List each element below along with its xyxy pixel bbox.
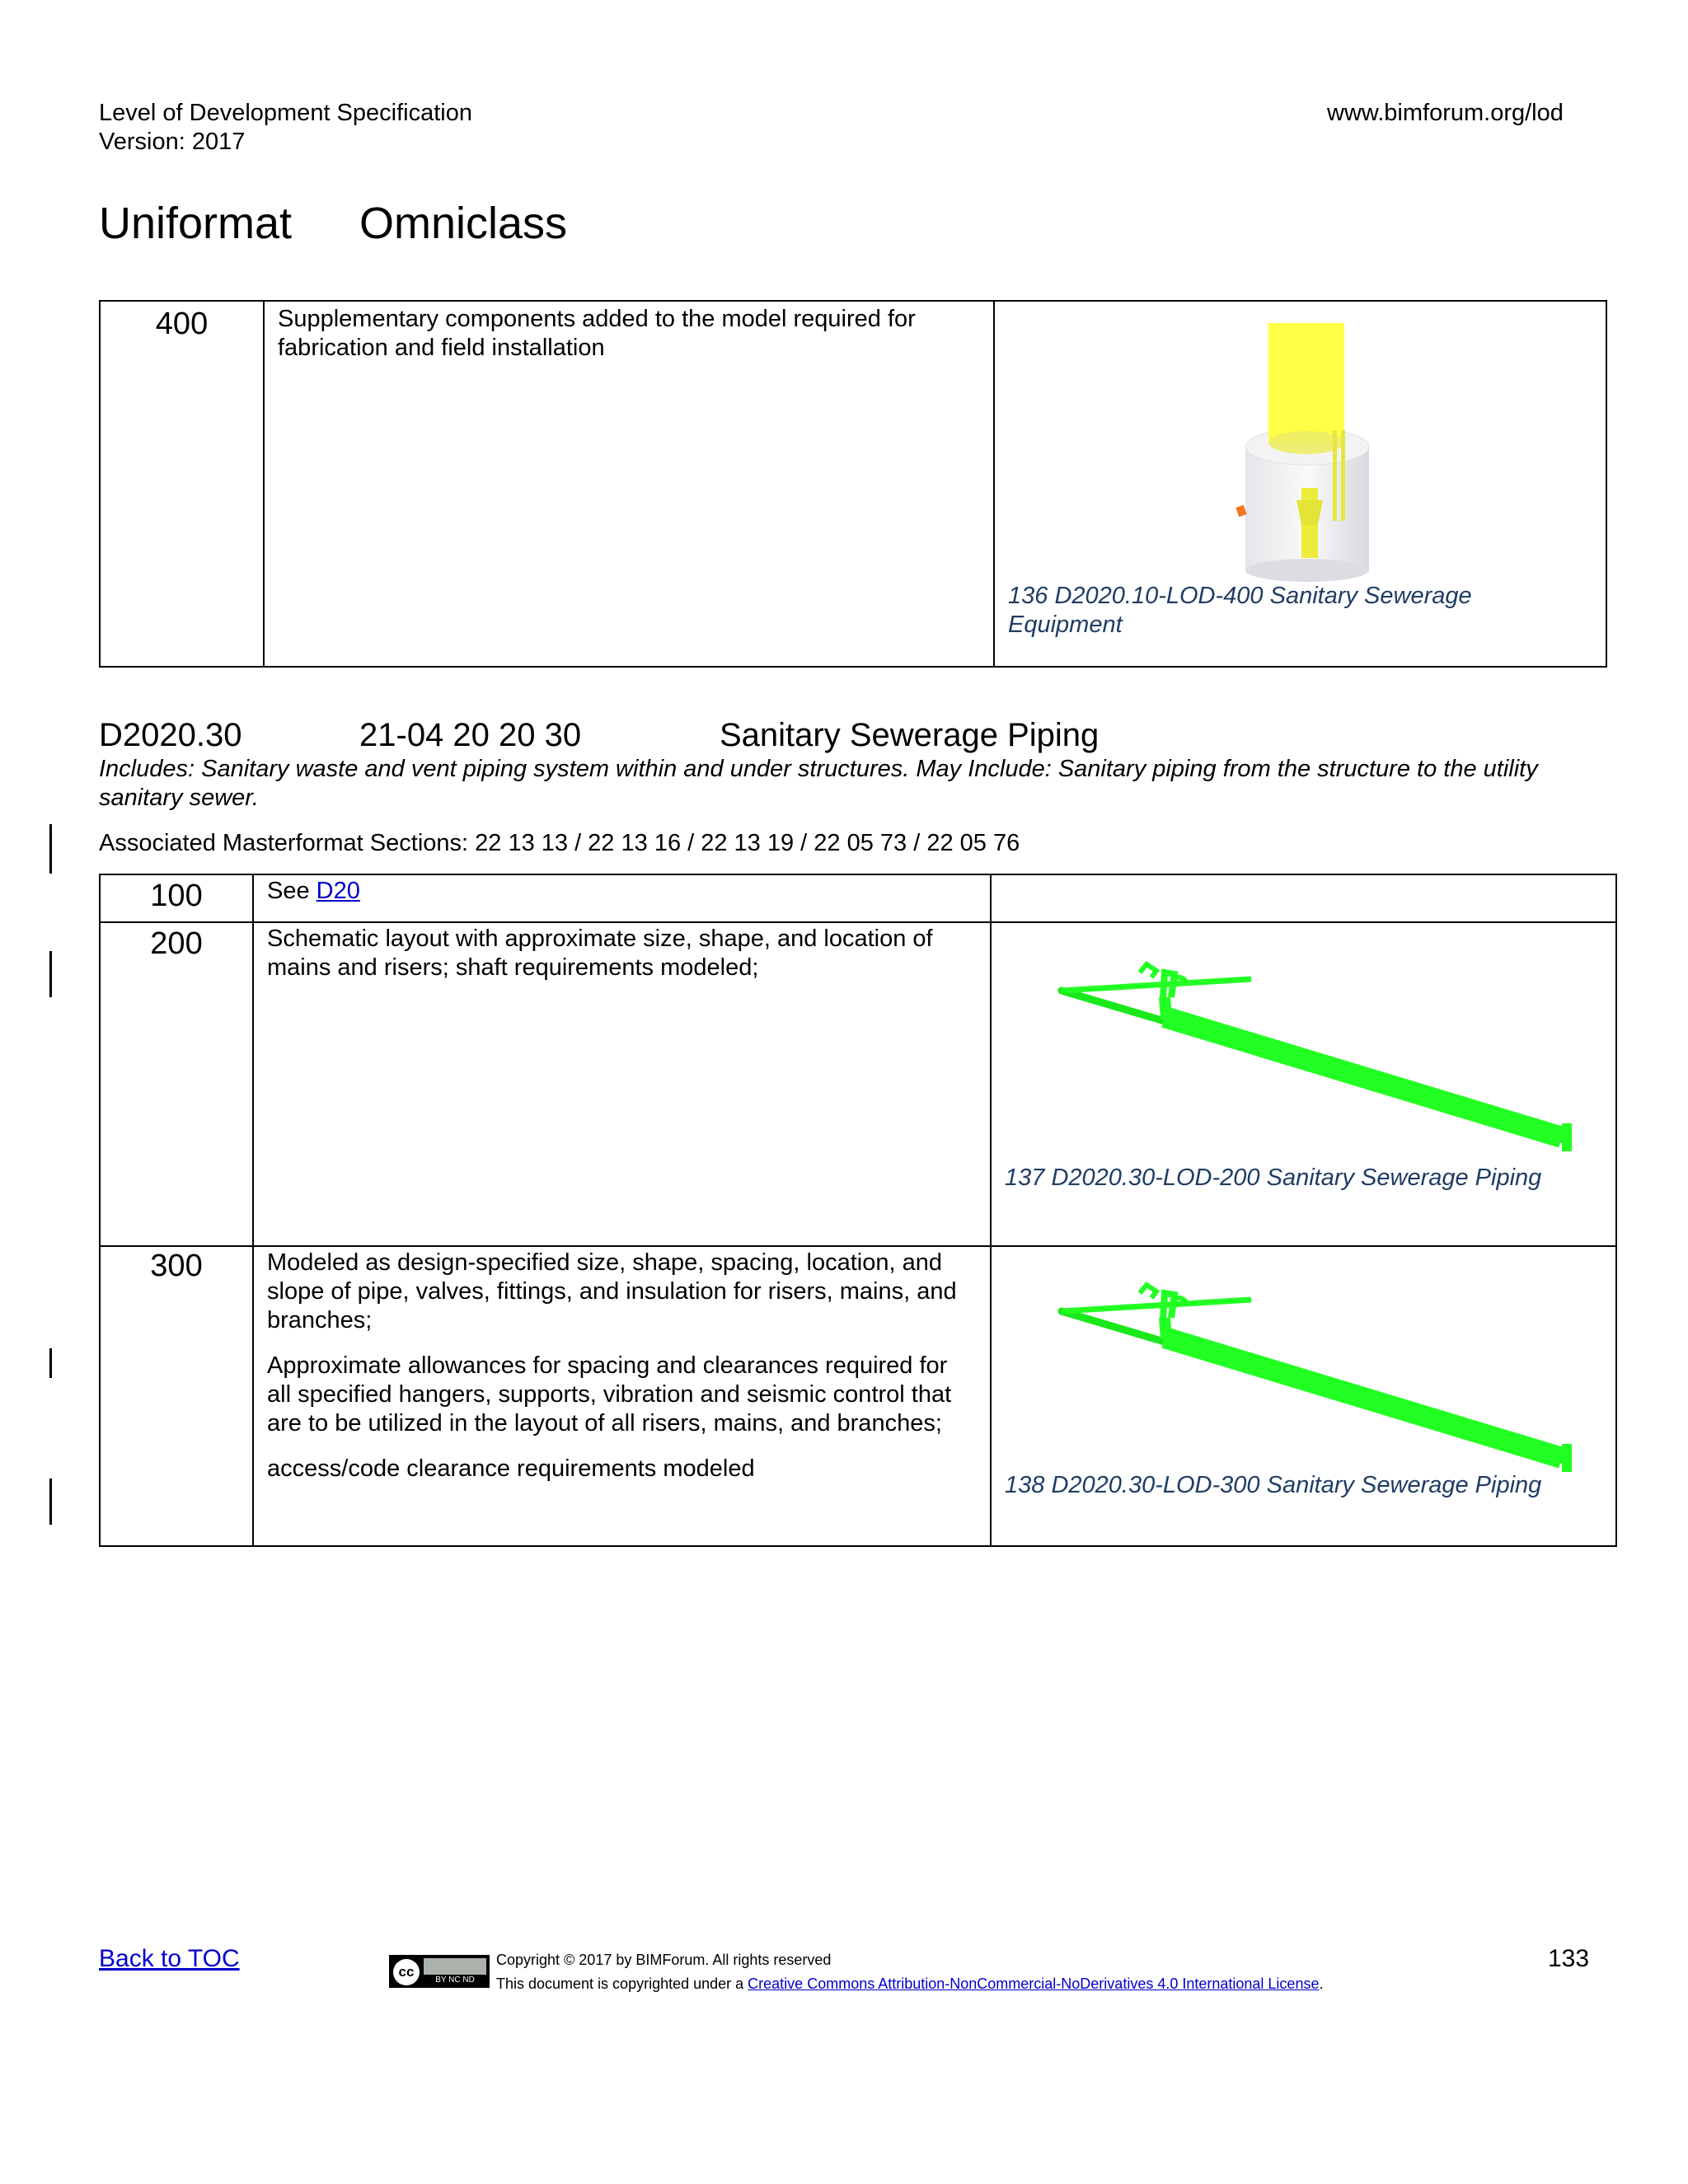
cc-terms-icon [424,1958,486,1975]
lod-description: Supplementary components added to the model required for fabrication and field installation [278,306,916,361]
lod-cell [100,874,253,922]
d20-link[interactable]: D20 [316,878,360,904]
figure-caption: 138 D2020.30-LOD-300 Sanitary Sewerage Piping [1005,1472,1542,1498]
table-row [100,301,1606,667]
image-cell [991,922,1616,1246]
change-bar [49,951,52,997]
sanitary-piping-lod200-image [1057,948,1585,1154]
description-paragraph: Approximate allowances for spacing and clearances required for all specified hangers, supports, vibration and seismic control that are to be utilized in the layout of all risers, mains, and branches; [267,1352,952,1436]
masterformat-sections: Associated Masterformat Sections: 22 13 13 / 22 13 16 / 22 13 19 / 22 05 73 / 22 05 76 [99,830,1020,856]
heading-omniclass: Omniclass [359,199,568,248]
image-cell [994,301,1606,667]
license-prefix: This document is copyrighted under a [496,1975,748,1992]
doc-title: Level of Development Specification [99,100,472,126]
lod-description [254,1247,990,1485]
description-cell [253,1246,991,1546]
description-cell [253,874,991,922]
change-bar [49,824,52,874]
lod-description: Schematic layout with approximate size, shape, and location of mains and risers; shaft requirements modeled; [267,926,933,981]
figure-caption: 136 D2020.10-LOD-400 Sanitary Sewerage Equipment [1008,583,1472,638]
lod-value: 300 [150,1249,203,1283]
description-cell [264,301,994,667]
figure-caption: 137 D2020.30-LOD-200 Sanitary Sewerage Piping [1005,1165,1542,1191]
copyright-text: Copyright © 2017 by BIMForum. All rights reserved [496,1952,832,1968]
license-link[interactable]: Creative Commons Attribution-NonCommercial-NoDerivatives 4.0 International License [748,1975,1320,1992]
section-uniformat-code: D2020.30 [99,717,242,753]
lod-description [254,875,990,907]
section-omniclass-code: 21-04 20 20 30 [359,717,582,753]
heading-uniformat: Uniformat [99,199,293,248]
sewerage-equipment-image [1226,323,1390,587]
change-bar [49,1479,52,1525]
description-paragraph: Modeled as design-specified size, shape, spacing, location, and slope of pipe, valves, fittings, and insulation for risers, mains, and branches; [267,1249,957,1333]
sanitary-piping-lod300-image [1057,1268,1585,1474]
license-suffix: . [1319,1975,1324,1992]
lod-value: 100 [150,879,203,913]
back-to-toc-link[interactable]: Back to TOC [99,1945,240,1972]
table-row [100,922,1616,1246]
doc-version: Version: 2017 [99,129,246,155]
lod-table-equipment [99,300,1607,668]
page-number: 133 [1548,1945,1590,1972]
doc-url: www.bimforum.org/lod [1327,100,1564,126]
lod-value: 200 [150,926,203,961]
cc-license-badge-icon[interactable] [389,1955,490,1988]
see-label: See [267,878,316,904]
lod-cell [100,1246,253,1546]
lod-cell [100,922,253,1246]
lod-value: 400 [155,307,209,341]
image-cell [991,874,1616,922]
change-bar [49,1348,52,1378]
table-row [100,874,1616,922]
cc-terms-label: BY NC ND [435,1975,475,1985]
cc-logo-icon: cc [393,1959,420,1985]
description-cell [253,922,991,1246]
license-text [496,1972,1323,1995]
lod-table-piping [99,874,1617,1547]
image-cell [991,1246,1616,1546]
table-row [100,1246,1616,1546]
section-includes: Includes: Sanitary waste and vent piping system within and under structures. May Include: Sanitary piping from the structure to the utility sanitary sewer. [99,756,1538,811]
lod-cell [100,301,264,667]
section-title: Sanitary Sewerage Piping [720,717,1100,753]
description-paragraph: access/code clearance requirements modeled [267,1455,755,1482]
